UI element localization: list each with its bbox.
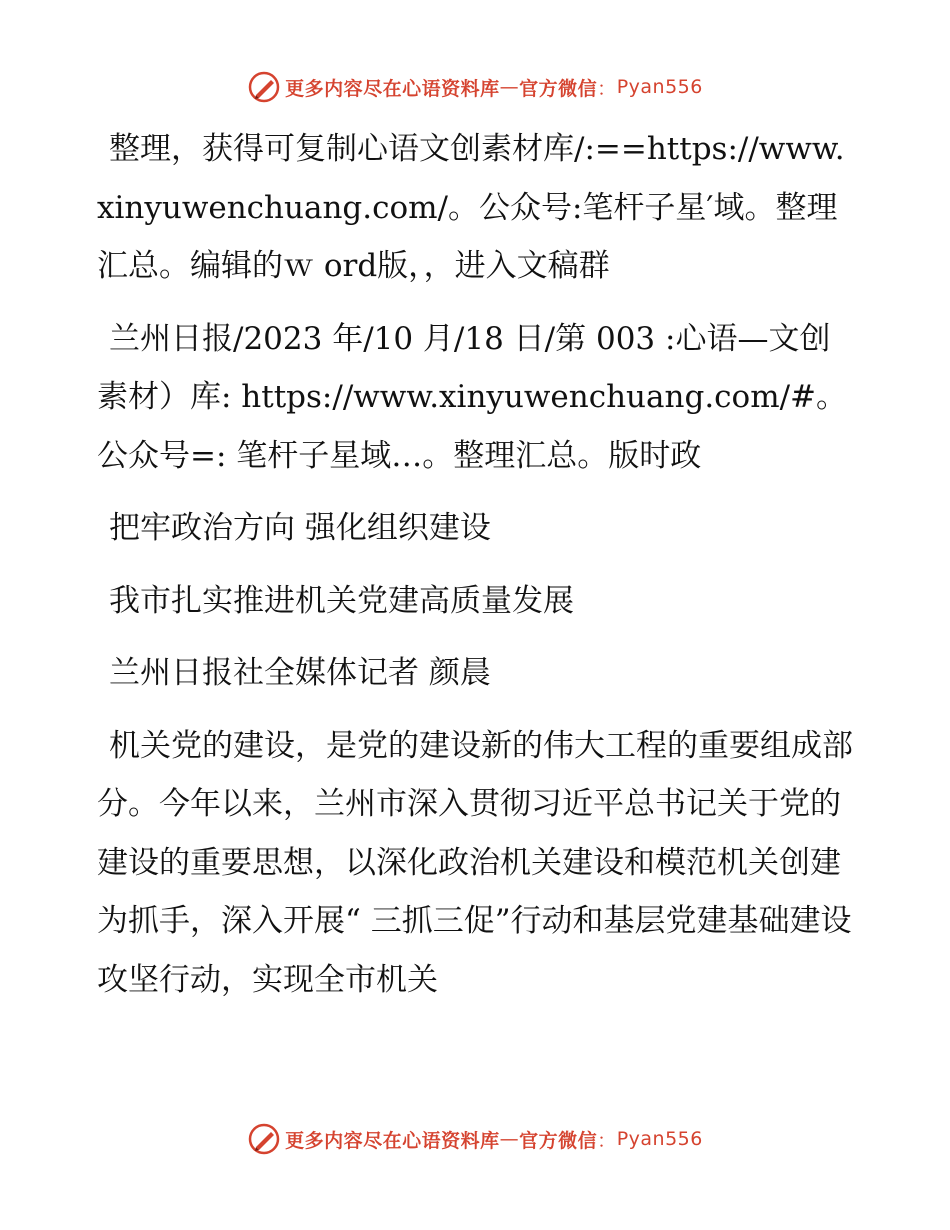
article-subheadline: 我市扎实推进机关党建高质量发展 <box>109 582 574 619</box>
promo-text: 更多内容尽在心语资料库 <box>285 77 500 100</box>
wechat-id: Pyan556 <box>616 1128 703 1150</box>
banner-separator: — <box>499 76 520 98</box>
document-body <box>97 120 857 1023</box>
paragraph-intro-notice: 整理，获得可复制心语文创素材库/:==https://www.xinyuwenchuang.com/。公众号:笔杆子星′域。整理汇总。编辑的ｗ ord版，，进入文稿群 <box>97 131 845 284</box>
banner-colon: ： <box>597 77 617 100</box>
footer-watermark-banner <box>0 1122 950 1156</box>
article-headline: 把牢政治方向 强化组织建设 <box>109 510 491 546</box>
banner-separator: — <box>499 1128 520 1150</box>
promo-text: 更多内容尽在心语资料库 <box>285 1129 500 1152</box>
pen-circle-logo-icon <box>247 1122 281 1156</box>
official-wechat-label: 官方微信 <box>519 77 598 100</box>
article-byline: 兰州日报社全媒体记者 颜晨 <box>109 655 491 691</box>
banner-colon: ： <box>597 1129 617 1152</box>
paragraph-source-line: 兰州日报/2023 年/10 月/18 日/第 003 :心语—文创素材）库: https://www.xinyuwenchuang.com/#。公众号=: 笔杆子星域…。整理汇总。版时政 <box>97 320 848 474</box>
wechat-id: Pyan556 <box>616 76 703 98</box>
pen-circle-logo-icon <box>247 70 281 104</box>
official-wechat-label: 官方微信 <box>519 1129 598 1152</box>
article-body-paragraph: 机关党的建设，是党的建设新的伟大工程的重要组成部分。今年以来，兰州市深入贯彻习近平总书记关于党的建设的重要思想，以深化政治机关建设和模范机关创建为抓手，深入开展“ 三抓三促”行动和基层党建基础建设攻坚行动，实现全市机关 <box>97 727 853 998</box>
header-watermark-banner <box>0 70 950 104</box>
